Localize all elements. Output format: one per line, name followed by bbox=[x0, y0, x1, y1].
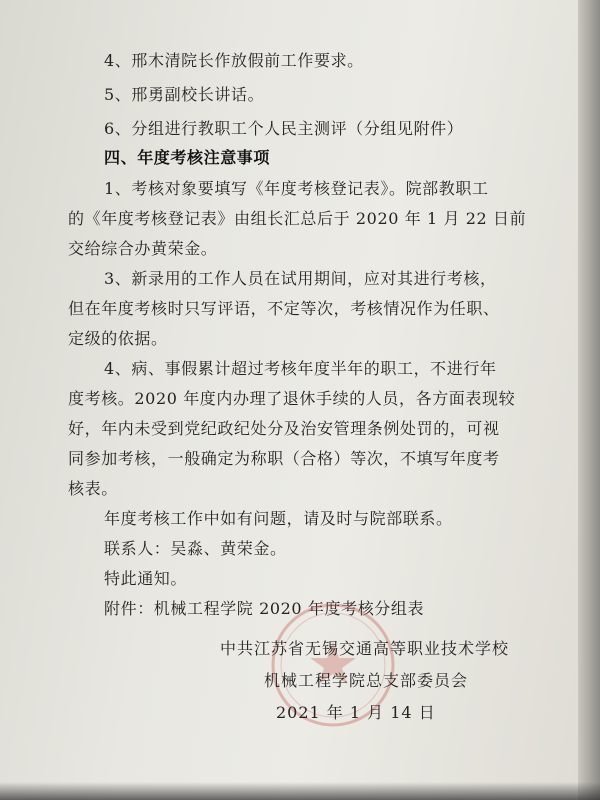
section-heading: 四、年度考核注意事项 bbox=[104, 148, 271, 167]
contact-note-line: 年度考核工作中如有问题，请及时与院部联系。 bbox=[104, 509, 453, 528]
signature-date: 2021 年 1 月 14 日 bbox=[276, 703, 436, 722]
paragraph-line: 度考核。2020 年度内办理了退休手续的人员，各方面表现较 bbox=[68, 389, 516, 408]
paragraph-line: 1、考核对象要填写《年度考核登记表》。院部教职工 bbox=[104, 179, 489, 198]
paragraph-line: 但在年度考核时只写评语，不定等次，考核情况作为任职、 bbox=[68, 299, 500, 318]
paragraph-line: 核表。 bbox=[68, 479, 118, 498]
item-6-line: 6、分组进行教职工个人民主测评（分组见附件） bbox=[104, 119, 464, 138]
page-edge-shadow bbox=[578, 0, 600, 800]
attachment-line: 附件：机械工程学院 2020 年度考核分组表 bbox=[104, 599, 425, 618]
paragraph-line: 3、新录用的工作人员在试用期间，应对其进行考核， bbox=[104, 269, 497, 288]
signature-organization: 中共江苏省无锡交通高等职业技术学校 bbox=[220, 639, 510, 658]
item-5-line: 5、邢勇副校长讲话。 bbox=[104, 85, 265, 104]
notice-line: 特此通知。 bbox=[104, 569, 188, 588]
contact-person-line: 联系人：吴淼、黄荣金。 bbox=[104, 539, 287, 558]
paragraph-line: 的《年度考核登记表》由组长汇总后于 2020 年 1 月 22 日前 bbox=[68, 209, 527, 228]
item-4-line: 4、邢木清院长作放假前工作要求。 bbox=[104, 51, 364, 70]
paragraph-line: 4、病、事假累计超过考核年度半年的职工，不进行年 bbox=[104, 359, 497, 378]
signature-branch: 机械工程学院总支部委员会 bbox=[264, 671, 469, 690]
paragraph-line: 同参加考核，一般确定为称职（合格）等次，不填写年度考 bbox=[68, 449, 500, 468]
paragraph-line: 定级的依据。 bbox=[68, 329, 168, 348]
paragraph-line: 交给综合办黄荣金。 bbox=[68, 239, 218, 258]
paragraph-line: 好，年内未受到党纪政纪处分及治安管理条例处罚的，可视 bbox=[68, 419, 500, 438]
page-bottom-shadow bbox=[0, 782, 600, 800]
